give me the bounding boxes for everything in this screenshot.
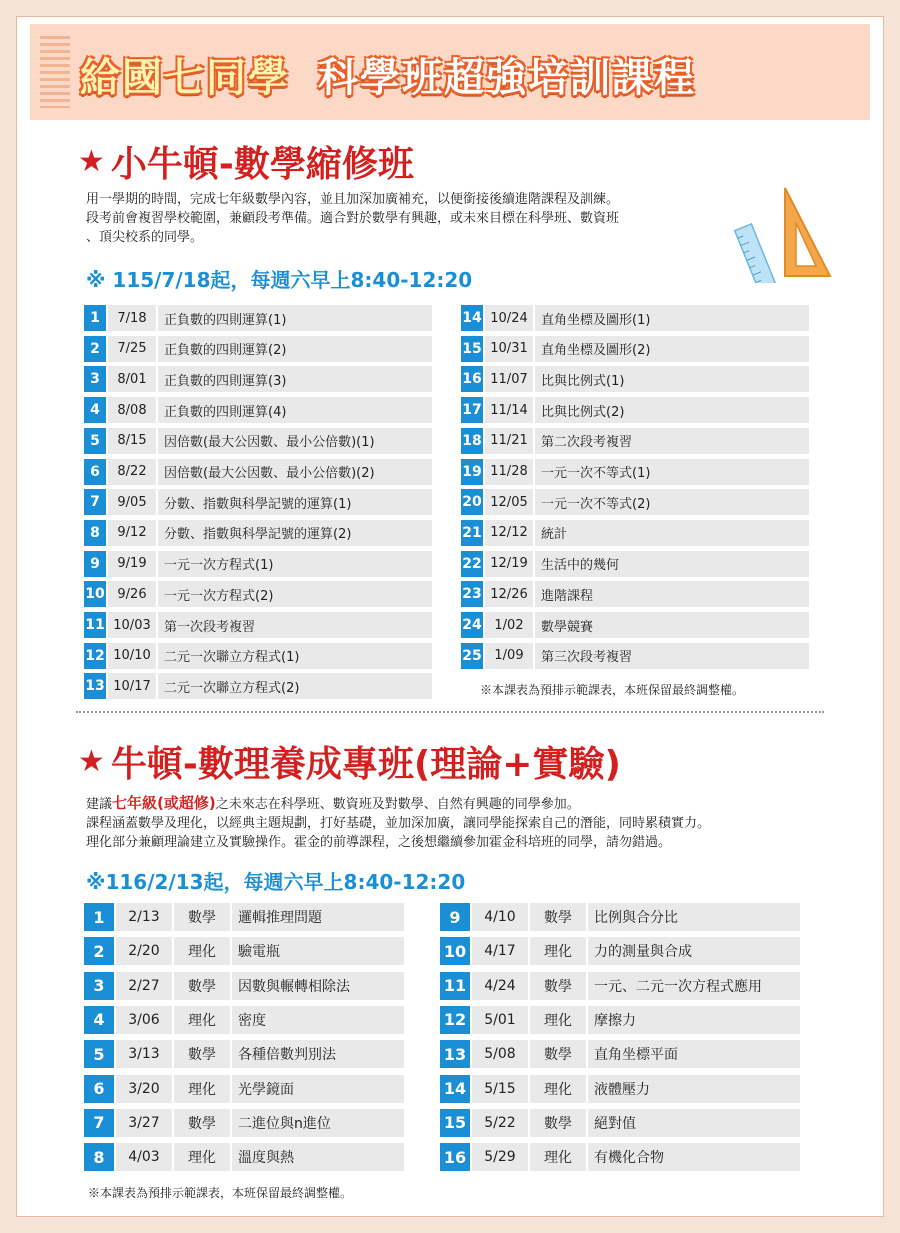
- section2-note: ※本課表為預排示範課表，本班保留最終調整權。: [88, 1186, 353, 1200]
- section1-para-line: 用一學期的時間，完成七年級數學內容，並且加深加廣補充，以便銜接後續進階課程及訓練。: [86, 192, 620, 207]
- lesson-subject: 理化: [530, 937, 586, 965]
- lesson-number: 1: [84, 305, 106, 331]
- lesson-topic: 直角坐標平面: [588, 1040, 800, 1068]
- lesson-date: 12/05: [485, 489, 533, 515]
- lesson-subject: 數學: [530, 1109, 586, 1137]
- table-row: [461, 336, 811, 362]
- lesson-topic: 分數、指數與科學記號的運算(1): [158, 489, 432, 515]
- section2-para-line: 課程涵蓋數學及理化，以經典主題規劃，打好基礎，並加深加廣，讓同學能探索自己的潛能，同時累積實力。: [86, 816, 711, 831]
- table-row: [461, 581, 811, 607]
- table-row: [84, 1075, 414, 1103]
- lesson-topic: 直角坐標及圖形(2): [535, 336, 809, 362]
- lesson-number: 6: [84, 1075, 114, 1103]
- lesson-topic: 正負數的四則運算(2): [158, 336, 432, 362]
- section1-schedule-heading: ※ 115/7/18起，每週六早上8:40-12:20: [86, 268, 473, 292]
- table-row: [84, 643, 434, 669]
- section2-para-line: 理化部分兼顧理論建立及實驗操作。霍金的前導課程，之後想繼續參加霍金科培班的同學，請勿錯過。: [86, 835, 672, 850]
- table-row: [84, 428, 434, 454]
- table-row: [461, 520, 811, 546]
- table-row: [461, 489, 811, 515]
- section2-schedule-heading: ※116/2/13起，每週六早上8:40-12:20: [86, 870, 466, 894]
- lesson-date: 8/01: [108, 366, 156, 392]
- lesson-date: 2/20: [116, 937, 172, 965]
- section1-title: [78, 136, 414, 187]
- lesson-date: 10/10: [108, 643, 156, 669]
- lesson-date: 10/17: [108, 673, 156, 699]
- lesson-number: 24: [461, 612, 483, 638]
- lesson-topic: 二元一次聯立方程式(1): [158, 643, 432, 669]
- section1-paragraph: [86, 190, 619, 247]
- section2-para-line: [86, 794, 710, 814]
- lesson-topic: 正負數的四則運算(1): [158, 305, 432, 331]
- lesson-subject: 理化: [530, 1006, 586, 1034]
- lesson-topic: 絕對值: [588, 1109, 800, 1137]
- lesson-topic: 驗電瓶: [232, 937, 404, 965]
- section2-title: [78, 736, 621, 787]
- lesson-date: 12/19: [485, 551, 533, 577]
- table-row: [84, 305, 434, 331]
- lesson-date: 9/12: [108, 520, 156, 546]
- lesson-topic: 統計: [535, 520, 809, 546]
- lesson-date: 4/24: [472, 972, 528, 1000]
- lesson-number: 8: [84, 1143, 114, 1171]
- lesson-topic: 第一次段考複習: [158, 612, 432, 638]
- lesson-date: 2/27: [116, 972, 172, 1000]
- lesson-number: 5: [84, 1040, 114, 1068]
- lesson-number: 10: [440, 937, 470, 965]
- lesson-subject: 數學: [174, 972, 230, 1000]
- lesson-number: 22: [461, 551, 483, 577]
- lesson-subject: 理化: [174, 937, 230, 965]
- para-text: 建議: [86, 797, 113, 812]
- table-row: [440, 1040, 820, 1068]
- lesson-date: 11/07: [485, 366, 533, 392]
- lesson-date: 9/05: [108, 489, 156, 515]
- table-row: [84, 937, 414, 965]
- lesson-date: 10/31: [485, 336, 533, 362]
- lesson-number: 9: [84, 551, 106, 577]
- table-row: [84, 1040, 414, 1068]
- lesson-number: 14: [461, 305, 483, 331]
- table-row: [461, 366, 811, 392]
- lesson-subject: 理化: [530, 1143, 586, 1171]
- lesson-topic: 邏輯推理問題: [232, 903, 404, 931]
- lesson-number: 3: [84, 972, 114, 1000]
- lesson-date: 9/19: [108, 551, 156, 577]
- lesson-number: 9: [440, 903, 470, 931]
- lesson-date: 11/28: [485, 459, 533, 485]
- table-row: [84, 1143, 414, 1171]
- lesson-subject: 理化: [530, 1075, 586, 1103]
- lesson-subject: 數學: [174, 903, 230, 931]
- lesson-topic: 進階課程: [535, 581, 809, 607]
- ruler-triangle-icon: [730, 178, 840, 283]
- lesson-topic: 力的測量與合成: [588, 937, 800, 965]
- table-row: [461, 551, 811, 577]
- table-row: [440, 1143, 820, 1171]
- lesson-topic: 液體壓力: [588, 1075, 800, 1103]
- lesson-number: 18: [461, 428, 483, 454]
- lesson-topic: 二元一次聯立方程式(2): [158, 673, 432, 699]
- section2-paragraph: [86, 794, 710, 852]
- lesson-number: 16: [440, 1143, 470, 1171]
- lesson-date: 7/18: [108, 305, 156, 331]
- lesson-subject: 數學: [174, 1109, 230, 1137]
- lesson-date: 3/27: [116, 1109, 172, 1137]
- table-row: [461, 459, 811, 485]
- lesson-topic: 正負數的四則運算(3): [158, 366, 432, 392]
- star-icon: ★: [78, 744, 105, 779]
- lesson-topic: 一元一次方程式(1): [158, 551, 432, 577]
- section2-title-text: 牛頓-數理養成專班(理論+實驗): [110, 744, 621, 785]
- lesson-number: 13: [440, 1040, 470, 1068]
- section1-note: ※本課表為預排示範課表，本班保留最終調整權。: [480, 683, 745, 697]
- lesson-number: 13: [84, 673, 106, 699]
- lesson-number: 20: [461, 489, 483, 515]
- lesson-number: 6: [84, 459, 106, 485]
- lesson-topic: 一元、二元一次方程式應用: [588, 972, 800, 1000]
- lesson-subject: 數學: [530, 972, 586, 1000]
- lesson-number: 11: [84, 612, 106, 638]
- lesson-date: 5/01: [472, 1006, 528, 1034]
- lesson-number: 15: [440, 1109, 470, 1137]
- table-row: [84, 581, 434, 607]
- lesson-number: 17: [461, 397, 483, 423]
- lesson-date: 11/14: [485, 397, 533, 423]
- lesson-subject: 理化: [174, 1075, 230, 1103]
- lesson-number: 8: [84, 520, 106, 546]
- lesson-number: 12: [84, 643, 106, 669]
- lesson-topic: 分數、指數與科學記號的運算(2): [158, 520, 432, 546]
- section1-para-line: 、頂尖校系的同學。: [86, 230, 204, 245]
- table-row: [440, 1006, 820, 1034]
- lesson-subject: 理化: [174, 1006, 230, 1034]
- table-row: [461, 397, 811, 423]
- lesson-number: 11: [440, 972, 470, 1000]
- table-row: [84, 459, 434, 485]
- table-row: [84, 336, 434, 362]
- banner-title: [80, 44, 696, 104]
- lesson-number: 16: [461, 366, 483, 392]
- lesson-topic: 比例與合分比: [588, 903, 800, 931]
- lesson-topic: 光學鏡面: [232, 1075, 404, 1103]
- lesson-date: 3/20: [116, 1075, 172, 1103]
- lesson-topic: 數學競賽: [535, 612, 809, 638]
- table-row: [461, 612, 811, 638]
- table-row: [84, 972, 414, 1000]
- lesson-date: 11/21: [485, 428, 533, 454]
- lesson-topic: 二進位與n進位: [232, 1109, 404, 1137]
- lesson-topic: 摩擦力: [588, 1006, 800, 1034]
- lesson-date: 4/03: [116, 1143, 172, 1171]
- lesson-date: 7/25: [108, 336, 156, 362]
- table-row: [84, 551, 434, 577]
- lesson-date: 9/26: [108, 581, 156, 607]
- lesson-number: 3: [84, 366, 106, 392]
- banner-title-part1: 給國七同學: [80, 54, 290, 101]
- lesson-number: 14: [440, 1075, 470, 1103]
- lesson-number: 5: [84, 428, 106, 454]
- lesson-number: 21: [461, 520, 483, 546]
- lesson-number: 4: [84, 1006, 114, 1034]
- lesson-topic: 密度: [232, 1006, 404, 1034]
- lesson-topic: 一元一次不等式(2): [535, 489, 809, 515]
- table-row: [84, 1109, 414, 1137]
- lesson-topic: 直角坐標及圖形(1): [535, 305, 809, 331]
- lesson-topic: 各種倍數判別法: [232, 1040, 404, 1068]
- lesson-number: 23: [461, 581, 483, 607]
- lesson-date: 10/03: [108, 612, 156, 638]
- lesson-subject: 數學: [530, 903, 586, 931]
- lesson-number: 25: [461, 643, 483, 669]
- star-icon: ★: [78, 144, 105, 179]
- table-row: [440, 972, 820, 1000]
- lesson-date: 4/10: [472, 903, 528, 931]
- table-row: [84, 489, 434, 515]
- lesson-subject: 數學: [530, 1040, 586, 1068]
- table-row: [84, 397, 434, 423]
- lesson-topic: 生活中的幾何: [535, 551, 809, 577]
- section1-title-text: 小牛頓-數學縮修班: [110, 144, 414, 185]
- lesson-number: 2: [84, 336, 106, 362]
- lesson-number: 4: [84, 397, 106, 423]
- lesson-topic: 一元一次方程式(2): [158, 581, 432, 607]
- table-row: [84, 1006, 414, 1034]
- table-row: [440, 1109, 820, 1137]
- lesson-date: 1/09: [485, 643, 533, 669]
- lesson-topic: 一元一次不等式(1): [535, 459, 809, 485]
- section-divider: [76, 711, 824, 713]
- lesson-number: 7: [84, 1109, 114, 1137]
- lesson-date: 2/13: [116, 903, 172, 931]
- lesson-topic: 比與比例式(1): [535, 366, 809, 392]
- lesson-topic: 因倍數(最大公因數、最小公倍數)(2): [158, 459, 432, 485]
- lesson-date: 10/24: [485, 305, 533, 331]
- table-row: [84, 612, 434, 638]
- lesson-subject: 理化: [174, 1143, 230, 1171]
- lesson-date: 8/22: [108, 459, 156, 485]
- table-row: [461, 643, 811, 669]
- table-row: [84, 520, 434, 546]
- banner-decoration: [40, 36, 70, 108]
- lesson-date: 3/13: [116, 1040, 172, 1068]
- lesson-date: 1/02: [485, 612, 533, 638]
- lesson-number: 2: [84, 937, 114, 965]
- lesson-topic: 因數與輾轉相除法: [232, 972, 404, 1000]
- lesson-date: 12/12: [485, 520, 533, 546]
- lesson-date: 5/22: [472, 1109, 528, 1137]
- lesson-date: 4/17: [472, 937, 528, 965]
- lesson-number: 1: [84, 903, 114, 931]
- lesson-topic: 有機化合物: [588, 1143, 800, 1171]
- table-row: [440, 903, 820, 931]
- lesson-topic: 比與比例式(2): [535, 397, 809, 423]
- banner-title-part2: 科學班超強培訓課程: [318, 54, 696, 101]
- table-row: [440, 1075, 820, 1103]
- lesson-topic: 第二次段考複習: [535, 428, 809, 454]
- lesson-number: 7: [84, 489, 106, 515]
- lesson-date: 5/15: [472, 1075, 528, 1103]
- table-row: [461, 428, 811, 454]
- table-row: [84, 366, 434, 392]
- lesson-date: 5/29: [472, 1143, 528, 1171]
- lesson-date: 5/08: [472, 1040, 528, 1068]
- lesson-number: 19: [461, 459, 483, 485]
- lesson-topic: 第三次段考複習: [535, 643, 809, 669]
- lesson-number: 10: [84, 581, 106, 607]
- lesson-topic: 因倍數(最大公因數、最小公倍數)(1): [158, 428, 432, 454]
- lesson-number: 12: [440, 1006, 470, 1034]
- lesson-topic: 正負數的四則運算(4): [158, 397, 432, 423]
- lesson-number: 15: [461, 336, 483, 362]
- table-row: [440, 937, 820, 965]
- para-text: 之未來志在科學班、數資班及對數學、自然有興趣的同學參加。: [215, 797, 580, 812]
- table-row: [461, 305, 811, 331]
- section1-para-line: 段考前會複習學校範圍，兼顧段考準備。適合對於數學有興趣，或未來目標在科學班、數資班: [86, 211, 620, 226]
- table-row: [84, 673, 434, 699]
- lesson-subject: 數學: [174, 1040, 230, 1068]
- lesson-topic: 溫度與熱: [232, 1143, 404, 1171]
- table-row: [84, 903, 414, 931]
- lesson-date: 8/08: [108, 397, 156, 423]
- para-highlight: 七年級(或超修): [112, 794, 216, 812]
- lesson-date: 12/26: [485, 581, 533, 607]
- lesson-date: 3/06: [116, 1006, 172, 1034]
- lesson-date: 8/15: [108, 428, 156, 454]
